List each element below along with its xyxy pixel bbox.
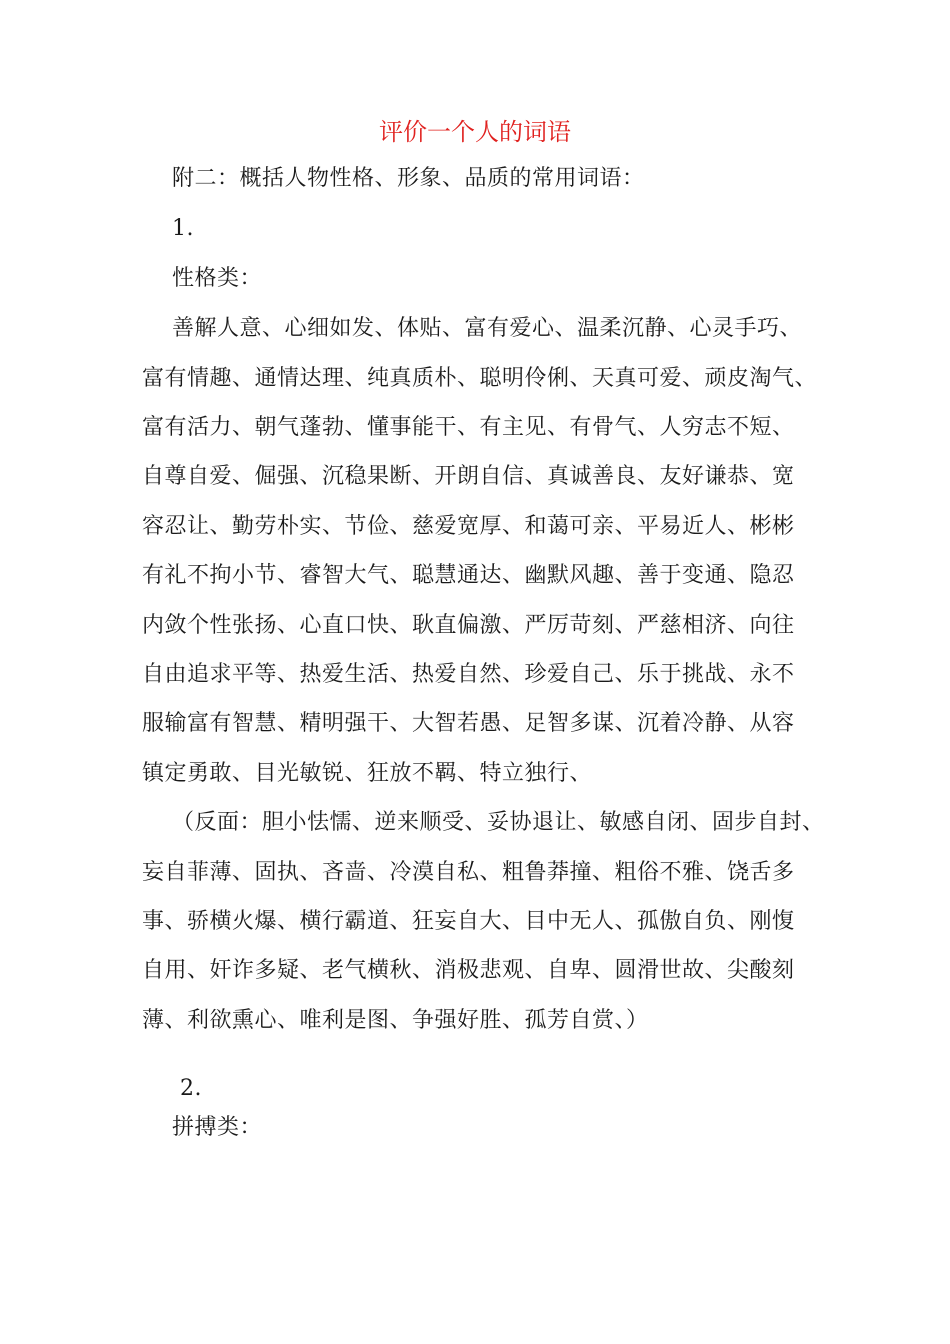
text-line: 事、骄横火爆、横行霸道、狂妄自大、目中无人、孤傲自负、刚愎	[142, 909, 795, 934]
text-line: 有礼不拘小节、睿智大气、聪慧通达、幽默风趣、善于变通、隐忍	[142, 563, 795, 588]
section-2-number: 2.	[180, 1076, 202, 1101]
text-line: 富有情趣、通情达理、纯真质朴、聪明伶俐、天真可爱、顽皮淘气、	[142, 366, 818, 391]
section-1-heading: 性格类：	[172, 266, 263, 291]
text-line: 内敛个性张扬、心直口快、耿直偏激、严厉苛刻、严慈相济、向往	[142, 613, 795, 638]
text-line: 善解人意、心细如发、体贴、富有爱心、温柔沉静、心灵手巧、	[172, 316, 803, 341]
text-line: 容忍让、勤劳朴实、节俭、慈爱宽厚、和蔼可亲、平易近人、彬彬	[142, 514, 795, 539]
text-line: 自由追求平等、热爱生活、热爱自然、珍爱自己、乐于挑战、永不	[142, 662, 795, 687]
text-line: 薄、利欲熏心、唯利是图、争强好胜、孤芳自赏、）	[142, 1008, 649, 1033]
text-line: 自用、奸诈多疑、老气横秋、消极悲观、自卑、圆滑世故、尖酸刻	[142, 958, 795, 983]
section-1-number: 1.	[172, 216, 194, 241]
section-2-heading: 拼搏类：	[172, 1115, 263, 1140]
text-line: 妄自菲薄、固执、吝啬、冷漠自私、粗鲁莽撞、粗俗不雅、饶舌多	[142, 860, 795, 885]
text-line: 服输富有智慧、精明强干、大智若愚、足智多谋、沉着冷静、从容	[142, 711, 795, 736]
text-line: 富有活力、朝气蓬勃、懂事能干、有主见、有骨气、人穷志不短、	[142, 415, 795, 440]
text-line: 自尊自爱、倔强、沉稳果断、开朗自信、真诚善良、友好谦恭、宽	[142, 464, 795, 489]
text-line: （反面：胆小怯懦、逆来顺受、妥协退让、敏感自闭、固步自封、	[172, 810, 825, 835]
document-title: 评价一个人的词语	[379, 118, 571, 146]
text-line: 镇定勇敢、目光敏锐、狂放不羁、特立独行、	[142, 761, 593, 786]
intro-line: 附二：概括人物性格、形象、品质的常用词语：	[172, 166, 645, 191]
